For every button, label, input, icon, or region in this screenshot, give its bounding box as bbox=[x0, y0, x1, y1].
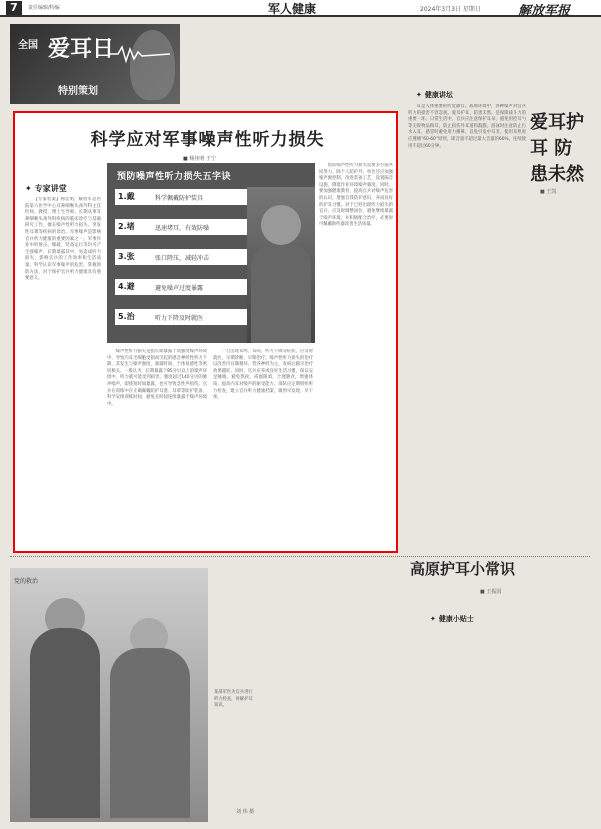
soldier-photo bbox=[247, 187, 315, 343]
section-divider bbox=[10, 556, 590, 557]
special-banner bbox=[10, 24, 180, 104]
article-col3: 一旦出现耳鸣、耳闷、听力下降等症状，应及时就医，早期诊断、早期治疗。噪声性听力损失的治疗以改善内耳微循环、营养神经为主，发病后越早治疗效果越好。同时，官兵应养成良好生活习惯，保证充足睡眠，避免熬夜，戒烟限酒，合理膳食，增强体质，提高内耳对噪声的耐受能力。部队应定期组织听力检查，建立官兵听力健康档案，做到早发现、早干预。 bbox=[213, 349, 313, 401]
editor-credit: 责任编辑/特编 bbox=[28, 5, 60, 11]
checkup-photo bbox=[10, 568, 208, 822]
issue-date: 2024年3月3日 星期日 bbox=[420, 6, 481, 13]
plateau-author: ■ 王振国 bbox=[480, 589, 502, 595]
rule-item: 5.治 听力下降及时就医 bbox=[115, 309, 251, 325]
sound-wave-icon bbox=[110, 44, 170, 64]
article-col2: 噪声性听力损失是指长期暴露于高强度噪声环境中，导致内耳毛细胞受损而引起的感音神经性听力下降。其发生与噪声强度、暴露时间、个体易感性等密切相关。一般认为，长期暴露于85分贝以上的噪声环境中，听力就可能受到损害。强度超过140分贝的脉冲噪声，即使短时间暴露，也可导致急性声损伤。官兵在训练中应正确佩戴防护耳塞、耳罩等防护装备，科学安排训练时间，避免长时间连续暴露于噪声环境中。 bbox=[107, 349, 207, 407]
article-byline: ■ 杨佳明 于宁 bbox=[183, 156, 216, 162]
feature-title: 爱耳护耳 防患未然 bbox=[530, 112, 584, 185]
star-icon: ✦ bbox=[416, 91, 422, 99]
star-icon: ✦ bbox=[25, 184, 32, 193]
tips-heading: ✦ 健康小贴士 bbox=[430, 615, 474, 623]
banner-line2: 爱耳日 bbox=[48, 37, 115, 62]
plateau-title: 高原护耳小常识 bbox=[410, 560, 516, 578]
panel-title: 预防噪声性听力损失五字诀 bbox=[117, 172, 232, 182]
article-col1: 【专家档案】杨佳明，解放军总医院第六医学中心耳鼻咽喉头颈外科主任医师、教授、博士生导师。长期从事耳鼻咽喉头颈外科疾病的临床诊疗与基础研究工作，擅长噪声性听力损失、突发性耳聋等疾病的诊治。军事噪声是影响官兵听力健康的重要因素之一。军事作业中的射击、爆破、装备运行等均可产生强噪声，长期暴露其中，易造成听力损失，影响官兵的工作效率和生活质量。科学认识军事噪声的危害，掌握预防方法，对于保护官兵听力健康具有重要意义。 bbox=[25, 197, 101, 282]
article-title: 科学应对军事噪声性听力损失 bbox=[90, 130, 325, 150]
rule-item: 4.避 避免噪声过度暴露 bbox=[115, 279, 251, 295]
star-icon: ✦ bbox=[430, 615, 436, 623]
feature-author: ■ 王凯 bbox=[540, 189, 557, 195]
tips-panel bbox=[107, 163, 315, 343]
masthead-logo: 解放军报 bbox=[518, 4, 571, 19]
banner-line3: 特别策划 bbox=[58, 86, 98, 97]
main-article bbox=[13, 111, 398, 553]
page-number: 7 bbox=[6, 1, 22, 15]
right-body: 耳是人体重要的听觉器官。战场环境中，各种噪声对官兵听力的损害不容忽视。爱耳护耳、防患未然，是保障战斗力的重要一环。日常生活中，官兵应注意保护耳朵，避免用挖耳勺等尖锐物品掏耳，防止损伤外耳道和鼓膜。游泳时注意防止污水入耳，感冒时避免用力擤鼻，以免引发中耳炎。使用耳机时应遵循“60-60”原则，即音量不超过最大音量的60%，连续使用不超过60分钟。 bbox=[408, 104, 526, 149]
article-col4: 预防噪声性听力损失需要多方面共同努力。除个人防护外，单位还应加强噪声源控制，改进装备工艺，设置隔音设施，降低作业环境噪声强度。同时，要加强健康教育，提高官兵对噪声危害的认识，增强自我防护意识，养成良好的护耳习惯。对于已经出现听力损失的官兵，应及时调整岗位，避免继续暴露于噪声环境，并积极配合治疗，必要时可佩戴助听器改善生活质量。 bbox=[319, 163, 393, 228]
photo-caption: 某部军医为官兵进行听力检查，讲解护耳知识。 bbox=[214, 690, 253, 709]
expert-heading: ✦ 专家讲堂 bbox=[25, 184, 67, 193]
health-heading: ✦ 健康讲坛 bbox=[416, 91, 453, 99]
rule-item: 2.堵 迅速堵耳，有效防噪 bbox=[115, 219, 251, 235]
photo-sign: 党的救治 bbox=[14, 578, 39, 585]
ear-graphic-icon bbox=[130, 30, 175, 100]
rule-item: 1.戴 科学佩戴防护装具 bbox=[115, 189, 251, 205]
photo-credit: 刘 伟 摄 bbox=[236, 809, 255, 815]
rule-item: 3.张 张口降压，减轻冲击 bbox=[115, 249, 251, 265]
section-title: 军人健康 bbox=[268, 2, 317, 16]
banner-line1: 全国 bbox=[18, 40, 38, 51]
page-header bbox=[0, 0, 601, 17]
